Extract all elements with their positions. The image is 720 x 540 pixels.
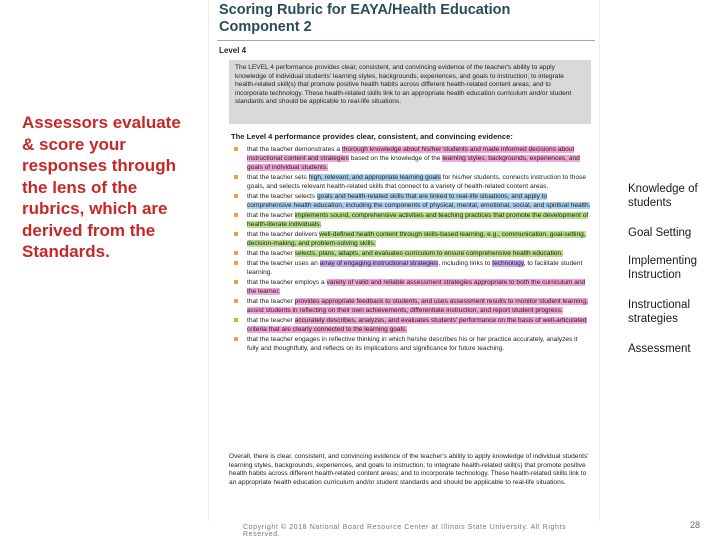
evidence-text: , including links to (438, 260, 493, 267)
rubric-document (208, 0, 600, 522)
evidence-text: that the teacher sets (247, 174, 309, 181)
evidence-text: that the teacher (247, 317, 295, 324)
evidence-item (233, 173, 591, 191)
legend-knowledge-of-students: Knowledge of students (628, 183, 698, 209)
highlighted-text: learning styles, backgrounds, experiences, and goals of individual students. (247, 155, 580, 171)
legend-instructional-strategies: Instructional strategies (628, 299, 691, 325)
evidence-item (233, 211, 591, 229)
evidence-item (233, 259, 591, 277)
evidence-item (233, 230, 591, 248)
evidence-text: that the teacher (247, 212, 295, 219)
evidence-text: that the teacher selects (247, 193, 318, 200)
bullet-icon (234, 280, 238, 284)
highlighted-text: provides appropriate feedback to students, and uses assessment results to monitor student learning, assist students in reflecting on their own achievements, differentiate instruction, and report student progress. (247, 298, 588, 314)
document-title: Scoring Rubric for EAYA/Health Education Component 2 (219, 2, 511, 35)
legend-implementing-instruction: Implementing Instruction (628, 255, 698, 281)
legend-goal-setting: Goal Setting (628, 227, 692, 239)
legend-assessment: Assessment (628, 343, 691, 355)
highlighted-text: array of engaging instructional strategies (319, 260, 439, 267)
assessor-note: Assessors evaluate & score your responses through the lens of the rubrics, which are derived from the Standards. (22, 113, 181, 261)
highlighted-text: technology (492, 260, 524, 267)
evidence-text: that the teacher delivers (247, 231, 320, 238)
evidence-text: that the teacher engages in reflective thinking in which he/she describes his or her practice accurately, analyzes it fully and thoughtfully, and reflects on its implications and significance for future teaching. (247, 336, 578, 352)
evidence-list (233, 145, 591, 354)
evidence-text: , to facilitate student learning. (247, 260, 583, 276)
highlighted-text: goals and health-related skills that are linked to real-life situations, and apply to comprehensive health education, including the components of physical, mental, emotional, social, and spiritual health. (247, 193, 591, 209)
evidence-heading: The Level 4 performance provides clear, consistent, and convincing evidence: (231, 132, 513, 141)
highlighted-text: variety of valid and reliable assessment strategies appropriate to both the curriculum and the learner. (247, 279, 586, 295)
bullet-icon (234, 147, 238, 151)
evidence-text: based on the knowledge of the (348, 155, 443, 162)
level-label: Level 4 (219, 46, 247, 55)
evidence-item (233, 335, 591, 353)
highlighted-text: thorough knowledge about his/her students and made informed decisions about instructional content and strategies (247, 146, 575, 162)
evidence-item (233, 145, 591, 172)
highlighted-text: selects, plans, adapts, and evaluates curriculum to ensure comprehensive health education. (294, 250, 563, 257)
title-divider (217, 40, 595, 41)
evidence-text: that the teacher (247, 298, 295, 305)
evidence-text: that the teacher demonstrates a (247, 146, 342, 153)
bullet-icon (234, 337, 238, 341)
evidence-item (233, 316, 591, 334)
evidence-text: that the teacher (247, 250, 295, 257)
evidence-item (233, 278, 591, 296)
highlighted-text: accurately describes, analyzes, and evaluates students' performance on the basis of well-articulated criteria that are clearly connected to the learning goals. (247, 317, 587, 333)
evidence-text: that the teacher uses an (247, 260, 320, 267)
evidence-item (233, 192, 591, 210)
bullet-icon (234, 261, 238, 265)
highlighted-text: high, relevant, and appropriate learning goals (308, 174, 441, 181)
bullet-icon (234, 232, 238, 236)
bullet-icon (234, 299, 238, 303)
level-description: The LEVEL 4 performance provides clear, consistent, and convincing evidence of the teacher's ability to apply knowledge of individual students' learning styles, backgrounds, experiences, and goals to instruction; to integrate health-related skill(s) that promote positive health habits across different health-related content areas; and to incorporate technology. These health-related skills link to an appropriate health education curriculum and/or student standards and should be applicable to real-life situations. (229, 60, 591, 124)
bullet-icon (234, 175, 238, 179)
evidence-text: that the teacher employs a (247, 279, 327, 286)
highlighted-text: well-defined health content through skills-based learning, e.g., communication, goal-setting, decision-making, and problem-solving skills. (247, 231, 586, 247)
bullet-icon (234, 318, 238, 322)
bullet-icon (234, 251, 238, 255)
overall-summary: Overall, there is clear, consistent, and convincing evidence of the teacher's ability to apply knowledge of individual students' learning styles, backgrounds, experiences, and goals to instruction; to integrate health-related skill(s) that promote positive health habits across different health-related content areas; and to incorporate technology. These health-related skills link to an appropriate health education curriculum and/or student standards and should be applicable to real-life situations. (229, 453, 589, 487)
bullet-icon (234, 213, 238, 217)
evidence-item (233, 297, 591, 315)
highlighted-text: implements sound, comprehensive activities and teaching practices that promote the development of health-literate individuals. (247, 212, 589, 228)
copyright-notice: Copyright © 2018 National Board Resource Center at Illinois State University. All Rights Reserved. (243, 524, 567, 538)
evidence-text: for his/her students, connects instruction to those goals, and selects relevant health-related skills that connect to a variety of health-related content areas. (247, 174, 587, 190)
bullet-icon (234, 194, 238, 198)
page-number: 28 (690, 520, 701, 530)
evidence-item (233, 249, 591, 258)
